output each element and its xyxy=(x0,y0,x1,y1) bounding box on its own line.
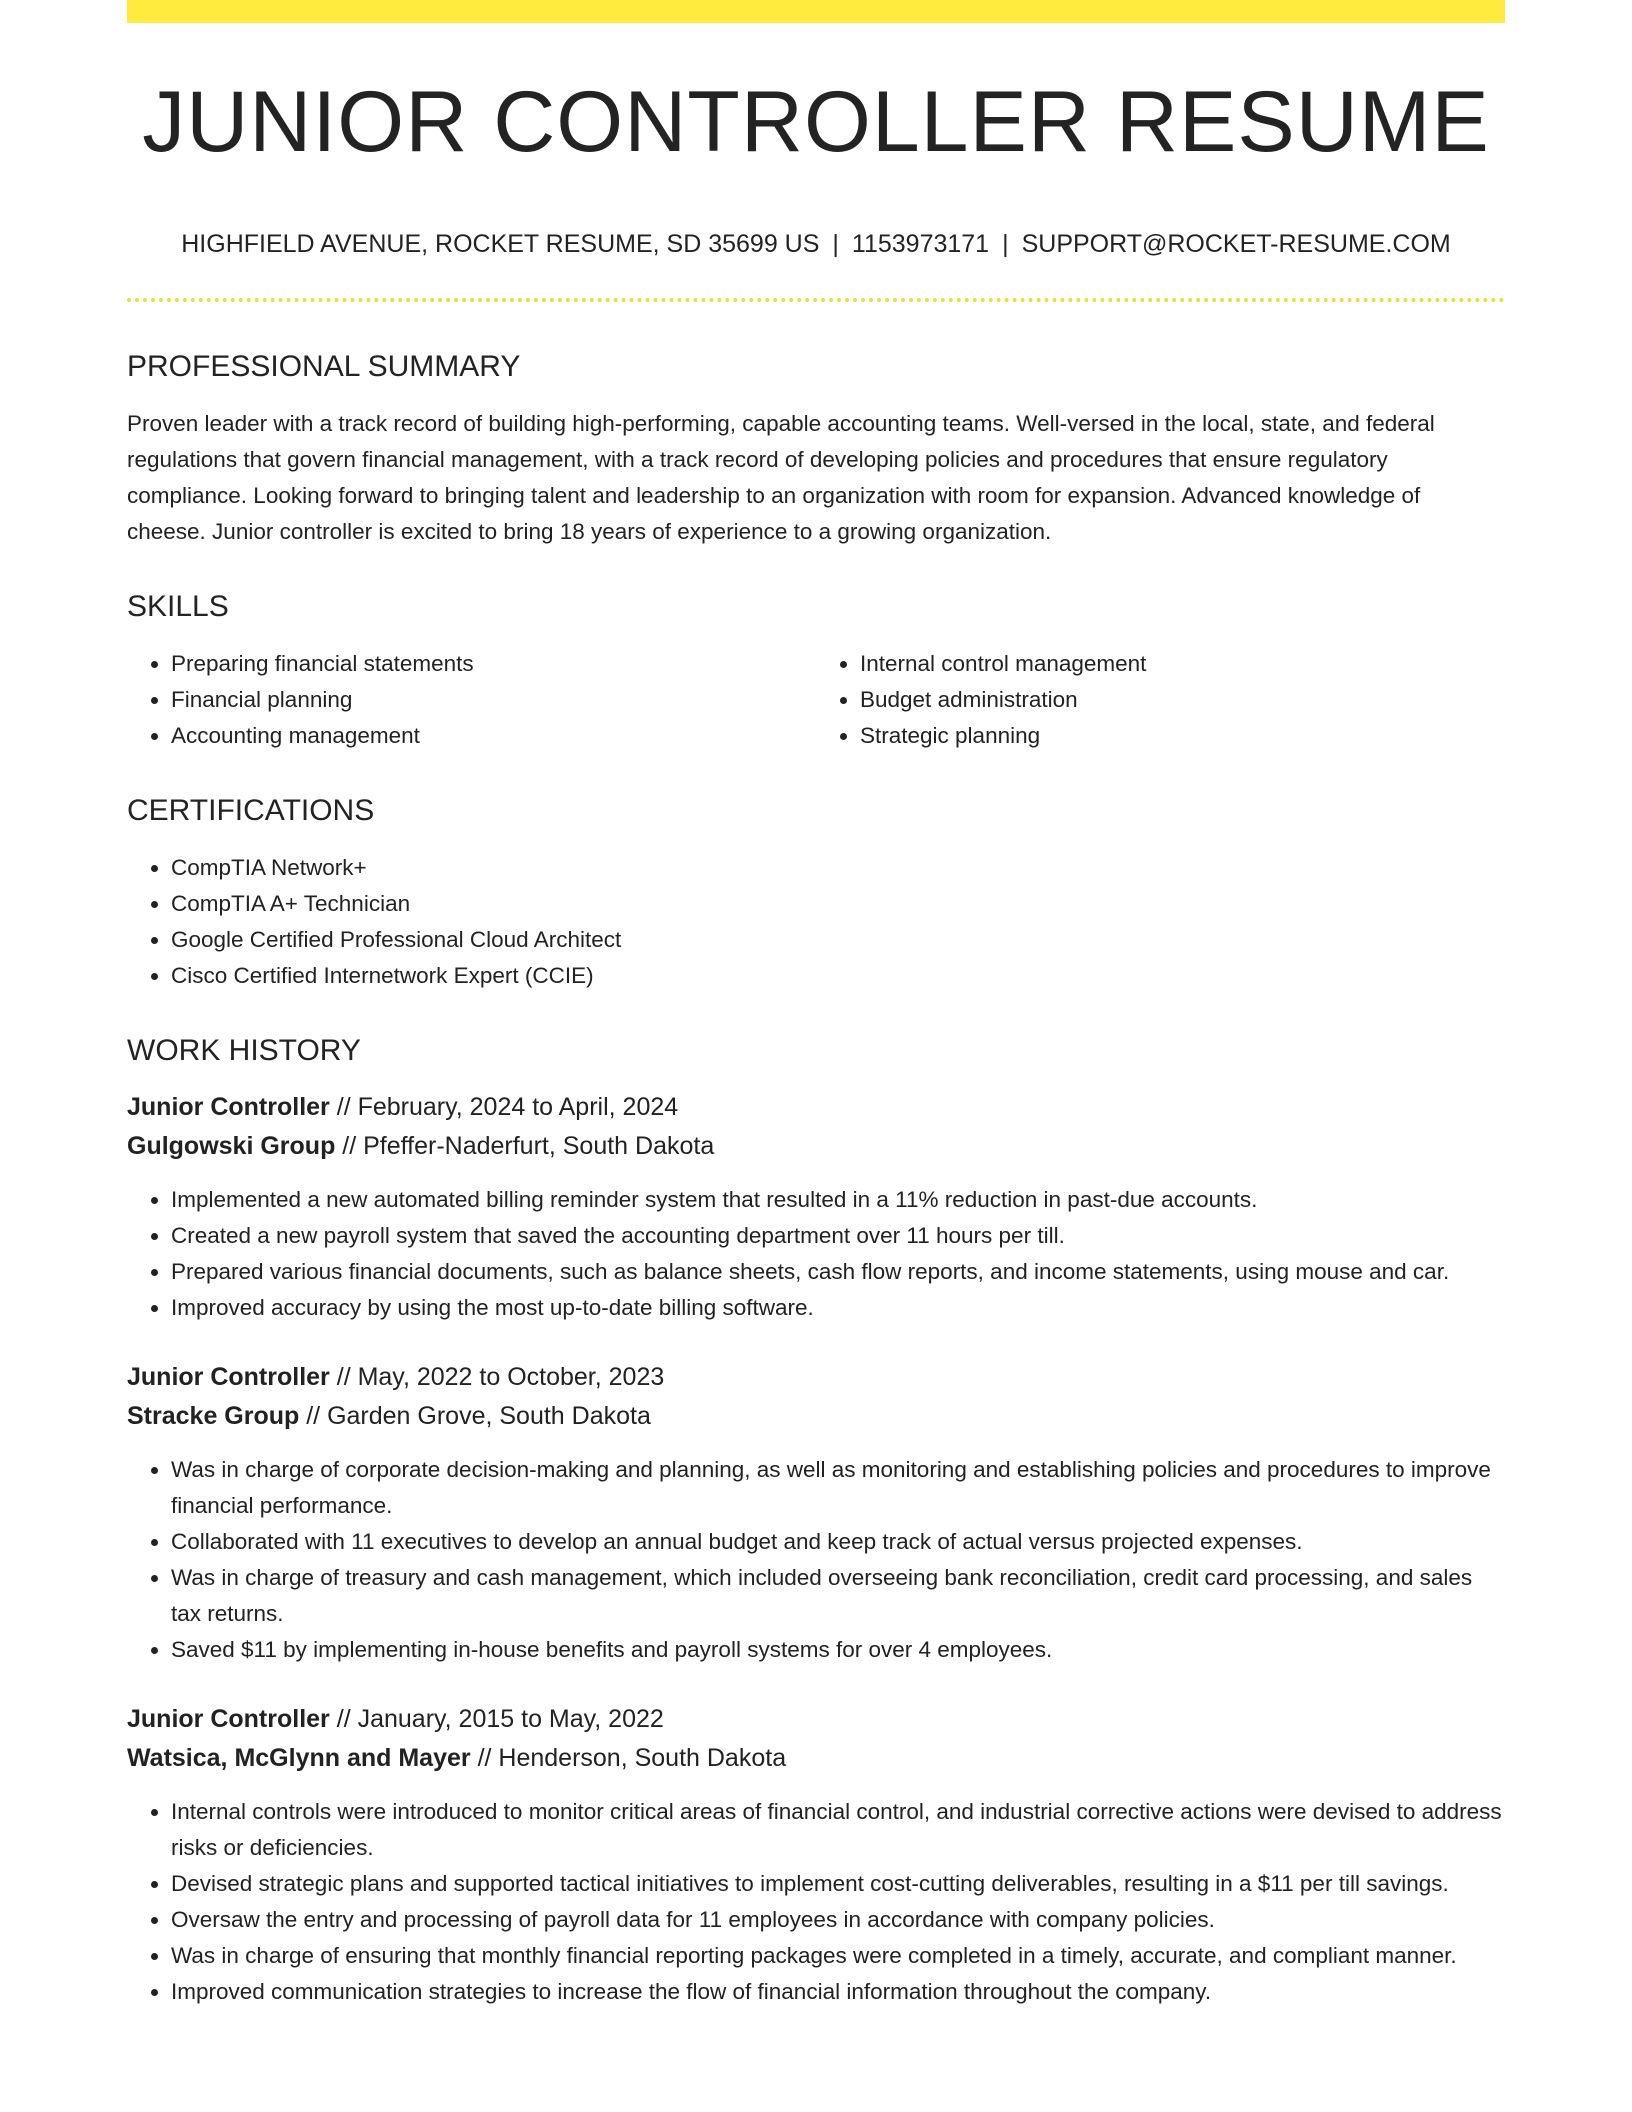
work-history-section xyxy=(127,1036,1505,2010)
skills-list-right xyxy=(816,646,1505,754)
job-dates: // February, 2024 to April, 2024 xyxy=(329,1093,679,1121)
job-bullet: • Improved communication strategies to increase the flow of financial information throughout the company. xyxy=(171,1974,1505,2010)
job-entry xyxy=(127,1088,1505,1326)
resume-title: JUNIOR CONTROLLER RESUME xyxy=(142,74,1490,170)
job-dates: // January, 2015 to May, 2022 xyxy=(329,1705,664,1733)
skill-item: • Preparing financial statements xyxy=(171,646,816,682)
job-bullets xyxy=(127,1182,1505,1326)
job-company-line xyxy=(127,1127,1505,1166)
accent-top-bar xyxy=(127,0,1505,23)
contact-separator: | xyxy=(832,230,839,258)
skills-grid xyxy=(127,646,1505,754)
job-bullet: • Oversaw the entry and processing of payroll data for 11 employees in accordance with company policies. xyxy=(171,1902,1505,1938)
skill-item: • Internal control management xyxy=(860,646,1505,682)
job-dates: // May, 2022 to October, 2023 xyxy=(329,1363,665,1391)
job-role: Junior Controller xyxy=(127,1363,330,1391)
contact-email[interactable]: SUPPORT@ROCKET-RESUME.COM xyxy=(1021,230,1451,258)
job-company-line xyxy=(127,1397,1505,1436)
skills-heading: SKILLS xyxy=(127,590,229,623)
job-bullet: • Prepared various financial documents, such as balance sheets, cash flow reports, and income statements, using mouse and car. xyxy=(171,1254,1505,1290)
contact-address: HIGHFIELD AVENUE, ROCKET RESUME, SD 35699 US xyxy=(181,230,820,258)
job-bullet: • Was in charge of treasury and cash management, which included overseeing bank reconciliation, credit card processing, and sales tax returns. xyxy=(171,1560,1505,1632)
work-history-heading: WORK HISTORY xyxy=(127,1034,361,1067)
job-entry xyxy=(127,1358,1505,1668)
job-bullet: • Saved $11 by implementing in-house benefits and payroll systems for over 4 employees. xyxy=(171,1632,1505,1668)
summary-text: Proven leader with a track record of building high-performing, capable accounting teams. Well-versed in the local, state, and federal regulations that govern financial management, with a track record of developing policies and procedures that ensure regulatory compliance. Looking forward to bringing talent and leadership to an organization with room for expansion. Advanced knowledge of cheese. Junior controller is excited to bring 18 years of experience to a growing organization. xyxy=(127,411,1435,544)
job-bullet: • Devised strategic plans and supported tactical initiatives to implement cost-cutting deliverables, resulting in a $11 per till savings. xyxy=(171,1866,1505,1902)
job-title-line xyxy=(127,1358,1505,1397)
certification-item: • Cisco Certified Internetwork Expert (CCIE) xyxy=(171,958,1505,994)
certification-item: • CompTIA Network+ xyxy=(171,850,1505,886)
job-bullet: • Collaborated with 11 executives to develop an annual budget and keep track of actual versus projected expenses. xyxy=(171,1524,1505,1560)
job-company: Watsica, McGlynn and Mayer xyxy=(127,1744,471,1772)
job-location: // Pfeffer-Naderfurt, South Dakota xyxy=(335,1132,715,1160)
contact-line xyxy=(127,232,1505,257)
skill-item: • Financial planning xyxy=(171,682,816,718)
job-title-line xyxy=(127,1088,1505,1127)
job-role: Junior Controller xyxy=(127,1093,330,1121)
summary-heading: PROFESSIONAL SUMMARY xyxy=(127,350,521,383)
skills-list-left xyxy=(127,646,816,754)
job-bullets xyxy=(127,1794,1505,2010)
contact-separator: | xyxy=(1002,230,1009,258)
certifications-list xyxy=(127,850,1505,994)
job-title-line xyxy=(127,1700,1505,1739)
job-bullet: • Was in charge of ensuring that monthly financial reporting packages were completed in a timely, accurate, and compliant manner. xyxy=(171,1938,1505,1974)
skill-item: • Strategic planning xyxy=(860,718,1505,754)
job-role: Junior Controller xyxy=(127,1705,330,1733)
certifications-heading: CERTIFICATIONS xyxy=(127,794,375,827)
skill-item: • Accounting management xyxy=(171,718,816,754)
certifications-section xyxy=(127,796,1505,994)
skills-section xyxy=(127,592,1505,754)
job-bullet: • Internal controls were introduced to monitor critical areas of financial control, and industrial corrective actions were devised to address risks or deficiencies. xyxy=(171,1794,1505,1866)
dotted-divider xyxy=(127,298,1505,302)
job-bullet: • Was in charge of corporate decision-making and planning, as well as monitoring and establishing policies and procedures to improve financial performance. xyxy=(171,1452,1505,1524)
job-bullet: • Improved accuracy by using the most up-to-date billing software. xyxy=(171,1290,1505,1326)
job-bullet: • Created a new payroll system that saved the accounting department over 11 hours per till. xyxy=(171,1218,1505,1254)
job-bullet: • Implemented a new automated billing reminder system that resulted in a 11% reduction in past-due accounts. xyxy=(171,1182,1505,1218)
job-company: Stracke Group xyxy=(127,1402,300,1430)
job-bullets xyxy=(127,1452,1505,1668)
job-location: // Henderson, South Dakota xyxy=(470,1744,787,1772)
certification-item: • Google Certified Professional Cloud Architect xyxy=(171,922,1505,958)
job-location: // Garden Grove, South Dakota xyxy=(299,1402,651,1430)
summary-section xyxy=(127,352,1505,550)
skill-item: • Budget administration xyxy=(860,682,1505,718)
resume-page xyxy=(127,0,1505,2010)
job-company-line xyxy=(127,1739,1505,1778)
contact-phone: 1153973171 xyxy=(851,230,990,258)
certification-item: • CompTIA A+ Technician xyxy=(171,886,1505,922)
job-entry xyxy=(127,1700,1505,2010)
job-company: Gulgowski Group xyxy=(127,1132,336,1160)
